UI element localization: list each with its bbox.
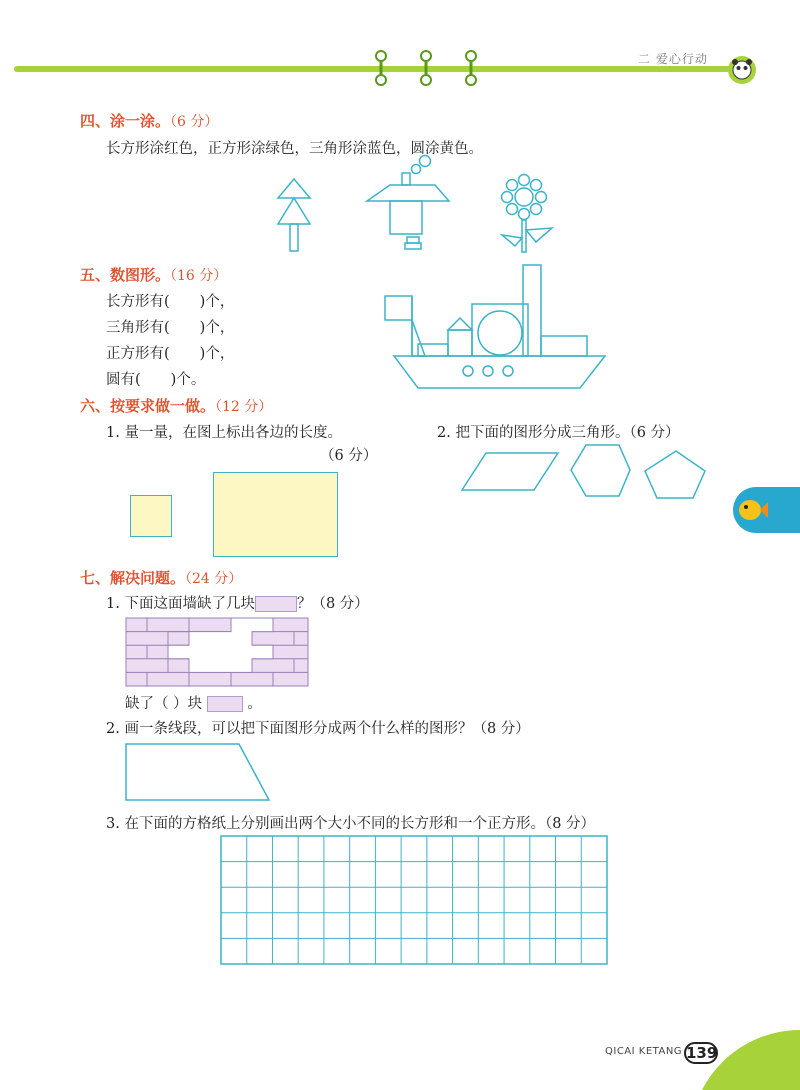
trapezoid-figure [123, 742, 273, 804]
section4-instruction: 长方形涂红色，正方形涂绿色，三角形涂蓝色，圆涂黄色。 [106, 141, 483, 157]
section4-heading: 四、涂一涂。（6 分） [80, 112, 219, 130]
coloring-figures [265, 150, 565, 260]
fish-icon [736, 492, 768, 528]
brick-icon [255, 596, 297, 612]
ship-figure [380, 258, 620, 393]
large-rectangle [213, 472, 338, 557]
count-rectangles: 长方形有( )个， [106, 294, 235, 310]
house-figure [367, 156, 449, 250]
section6-q1: 1. 量一量，在图上标出各边的长度。 [106, 425, 342, 441]
footer-brand: QICAI KETANG [605, 1046, 683, 1057]
page-number: 139 [686, 1044, 718, 1062]
header-title: 二 爱心行动 [638, 52, 708, 66]
hexagon [571, 445, 630, 496]
section7-q2: 2. 画一条线段，可以把下面图形分成两个什么样的图形？（8 分） [106, 721, 530, 737]
flower-figure [502, 175, 553, 253]
section7-heading: 七、解决问题。（24 分） [80, 569, 243, 587]
section7-q3: 3. 在下面的方格纸上分别画出两个大小不同的长方形和一个正方形。（8 分） [106, 816, 596, 832]
panda-mascot-icon [726, 54, 758, 86]
section5-heading: 五、数图形。（16 分） [80, 266, 228, 284]
section7-q1: 1. 下面这面墙缺了几块 ？（8 分） [106, 596, 369, 612]
divide-shapes [458, 440, 708, 502]
parallelogram [462, 453, 558, 490]
section7-q1-answer: 缺了（ ）块 。 [125, 696, 262, 712]
section6-q2: 2. 把下面的图形分成三角形。（6 分） [437, 425, 680, 441]
brick-wall [125, 617, 311, 689]
pentagon [645, 451, 705, 498]
count-circles: 圆有( )个。 [106, 372, 206, 388]
section6-q1-points: （6 分） [320, 448, 378, 464]
section6-heading: 六、按要求做一做。（12 分） [80, 397, 273, 415]
small-square [130, 495, 172, 537]
brick-icon [207, 696, 243, 712]
grid-paper[interactable] [220, 835, 608, 965]
count-squares: 正方形有( )个， [106, 346, 235, 362]
count-triangles: 三角形有( )个， [106, 320, 235, 336]
tree-figure [278, 179, 310, 251]
binder-pins [370, 48, 480, 88]
